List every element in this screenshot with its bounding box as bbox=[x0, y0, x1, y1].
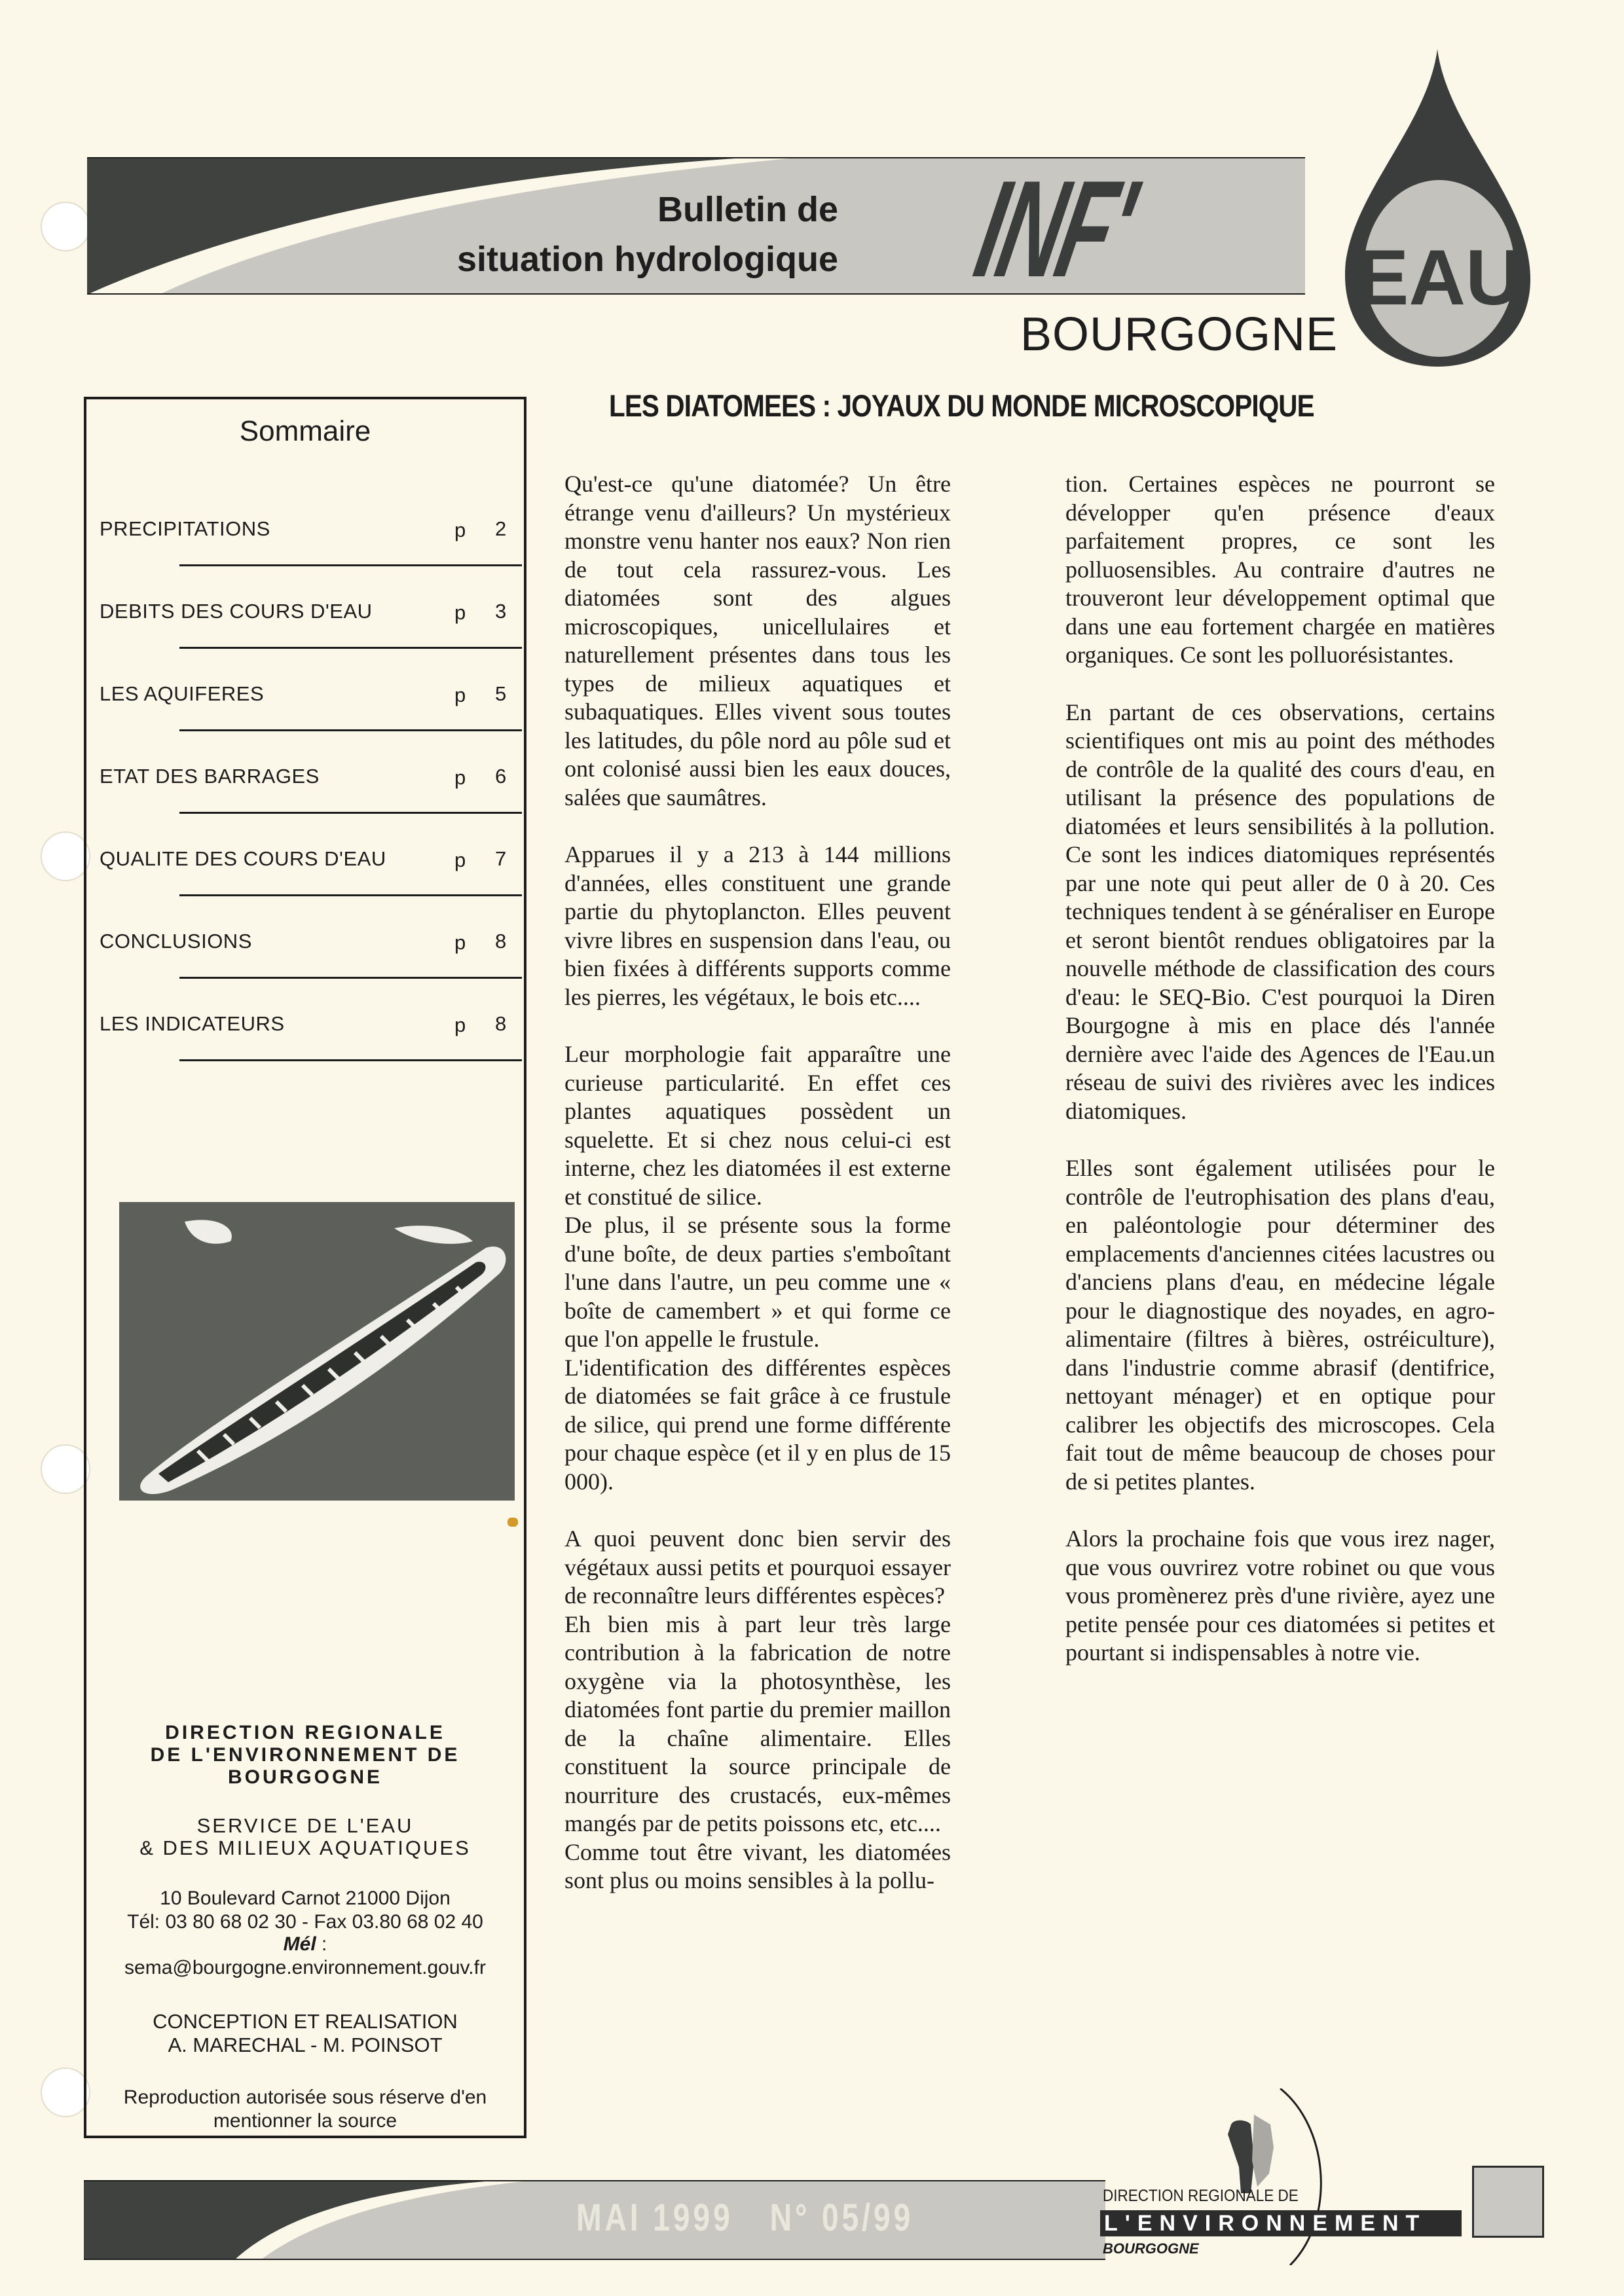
paragraph: De plus, il se présente sous la forme d'une boîte, de deux parties s'emboîtant l'une dans l'autre, un peu comme une « boîte de camembert » et qui forme ce que l'on appelle le frustule. bbox=[564, 1212, 951, 1352]
ministry-line2: L'ENVIRONNEMENT bbox=[1100, 2210, 1462, 2236]
toc-item-debits[interactable] bbox=[94, 600, 520, 682]
toc-item-precipitations[interactable] bbox=[94, 517, 520, 600]
issue-number: N° 05/99 bbox=[769, 2196, 914, 2239]
bulletin-title-line2: situation hydrologique bbox=[457, 240, 838, 279]
ministry-line3: BOURGOGNE bbox=[1103, 2240, 1199, 2257]
bulletin-title-line1: Bulletin de bbox=[657, 190, 838, 229]
issue-date: MAI 1999 bbox=[576, 2196, 733, 2239]
toc-item-indicateurs[interactable] bbox=[94, 1012, 520, 1095]
paragraph: Leur morphologie fait apparaître une curieuse particularité. En effet ces plantes aquatiques possèdent un squelette. Et si chez nous celui-ci est interne, chez les diatomées il est externe et constitué de silice. bbox=[564, 1041, 951, 1210]
toc-page-prefix: p bbox=[454, 766, 466, 789]
divider bbox=[179, 1059, 522, 1061]
sommaire-title: Sommaire bbox=[239, 415, 371, 447]
article-column-1 bbox=[564, 470, 951, 1895]
issue-info bbox=[576, 2196, 950, 2240]
diatom-illustration-icon bbox=[119, 1202, 515, 1501]
punch-hole bbox=[41, 1444, 90, 1494]
toc-page-number: 8 bbox=[495, 930, 507, 953]
paragraph: Qu'est-ce qu'une diatomée? Un être étrange venu d'ailleurs? Un mystérieux monstre venu hanter nos eaux? Non rien de tout cela rassurez-vous. Les diatomées sont des algues microscopiques, unicellulaires et naturellement présentes dans tous les types de milieux aquatiques et subaquatiques. Elles vivent sous toutes les latitudes, du pôle nord au pôle sud et ont colonisé aussi bien les eaux douces, salées que saumâtres. bbox=[564, 471, 951, 811]
reproduction-notice bbox=[86, 2086, 524, 2133]
service-line1: SERVICE DE L'EAU bbox=[196, 1814, 414, 1837]
table-of-contents bbox=[94, 517, 520, 1095]
paragraph: tion. Certaines espèces ne pourront se développer qu'en présence d'eaux parfaitement propres, ce sont les polluosensibles. Au contraire d'autres ne trouveront leur développement optimal que dans une eau fortement chargée en matières organiques. Ce sont les polluorésistantes. bbox=[1065, 471, 1495, 668]
toc-page-prefix: p bbox=[454, 683, 466, 706]
credits bbox=[86, 2010, 524, 2057]
toc-label: CONCLUSIONS bbox=[100, 930, 252, 953]
paragraph: En partant de ces observations, certains scientifiques ont mis au point des méthodes de contrôle de la qualité des cours d'eau, en utilisant la présence des populations de diatomées et leurs sensibilités à la pollution. Ce sont les indices diatomiques représentés par une note qui peut aller de 0 à 20. Ces techniques tendent à se généraliser en Europe et seront bientôt rendues obligatoires par la nouvelle méthode de classification des cours d'eau: le SEQ-Bio. C'est pourquoi la Diren Bourgogne à mis en place dés l'année dernière avec l'aide des Agences de l'Eau.un réseau de suivi des rivières avec les indices diatomiques. bbox=[1065, 699, 1495, 1124]
divider bbox=[179, 894, 522, 896]
reproduction-line1: Reproduction autorisée sous réserve d'en bbox=[123, 2086, 487, 2108]
toc-label: LES AQUIFERES bbox=[100, 682, 265, 705]
paragraph: Comme tout être vivant, les diatomées sont plus ou moins sensibles à la pollu- bbox=[564, 1838, 951, 1893]
toc-label: ETAT DES BARRAGES bbox=[100, 765, 320, 788]
grey-square-emblem bbox=[1472, 2166, 1544, 2238]
credit-names: A. MARECHAL - M. POINSOT bbox=[168, 2033, 443, 2056]
paragraph: Elles sont également utilisées pour le contrôle de l'eutrophisation des plans d'eau, en paléontologie pour déterminer des emplacements d'anciennes citées lacustres ou d'anciens plans d'eau, en médecine légale pour le diagnostique des noyades, en agro-alimentaire (filtres à bières, ostréiculture), dans l'industrie comme abrasif (dentifrice, nettoyant ménager) et en optique pour calibrer les objectifs des microscopes. Cela fait tout de même beaucoup de choses pour de si petites plantes. bbox=[1065, 1155, 1495, 1495]
credit-title: CONCEPTION ET REALISATION bbox=[153, 2010, 458, 2033]
ministry-logo bbox=[1094, 2088, 1565, 2265]
toc-page-prefix: p bbox=[454, 931, 466, 954]
toc-page-prefix: p bbox=[454, 601, 466, 624]
email-label-row bbox=[86, 1934, 524, 1955]
punch-hole bbox=[41, 2068, 90, 2117]
logo-region-text: BOURGOGNE bbox=[1020, 308, 1338, 361]
water-drop-logo-icon bbox=[1323, 46, 1545, 373]
toc-page-number: 5 bbox=[495, 682, 507, 705]
reproduction-line2: mentionner la source bbox=[213, 2110, 397, 2132]
paragraph: A quoi peuvent donc bien servir des végétaux aussi petits et pourquoi essayer de reconnaître leurs différentes espèces? bbox=[564, 1525, 951, 1609]
divider bbox=[179, 647, 522, 649]
toc-page-prefix: p bbox=[454, 1013, 466, 1036]
divider bbox=[179, 977, 522, 979]
email-link[interactable]: sema@bourgogne.environnement.gouv.fr bbox=[124, 1957, 486, 1978]
logo-inf-text: INF' bbox=[964, 152, 1145, 306]
bulletin-title bbox=[367, 185, 838, 284]
toc-item-barrages[interactable] bbox=[94, 765, 520, 847]
paragraph: Eh bien mis à part leur très large contribution à la fabrication de notre oxygène via la photosynthèse, les diatomées font partie du premier maillon de la chaîne alimentaire. Elles constituent la source principale de nourriture des crustacés, eux-mêmes mangés par de petits poissons etc, etc.... bbox=[564, 1611, 951, 1836]
paper-stain bbox=[507, 1518, 518, 1527]
toc-label: LES INDICATEURS bbox=[100, 1012, 285, 1035]
organization-block bbox=[86, 1722, 524, 2133]
address: 10 Boulevard Carnot 21000 Dijon bbox=[160, 1887, 451, 1909]
toc-item-qualite[interactable] bbox=[94, 847, 520, 930]
email-separator: : bbox=[316, 1933, 327, 1955]
org-name-line3: BOURGOGNE bbox=[227, 1766, 382, 1788]
ministry-line1: DIRECTION REGIONALE DE bbox=[1103, 2187, 1299, 2205]
toc-page-number: 8 bbox=[495, 1012, 507, 1035]
contact-info bbox=[86, 1887, 524, 1934]
phone-fax: Tél: 03 80 68 02 30 - Fax 03.80 68 02 40 bbox=[127, 1911, 483, 1933]
drop-letters: EAU bbox=[1356, 234, 1522, 321]
toc-page-number: 6 bbox=[495, 765, 507, 788]
toc-item-aquiferes[interactable] bbox=[94, 682, 520, 765]
toc-page-number: 3 bbox=[495, 600, 507, 623]
paragraph: Apparues il y a 213 à 144 millions d'années, elles constituent une grande partie du phytoplancton. Elles peuvent vivre libres en suspension dans l'eau, ou bien fixées à différents supports comme les pierres, les végétaux, le bois etc.... bbox=[564, 841, 951, 1010]
divider bbox=[179, 812, 522, 814]
paragraph: L'identification des différentes espèces de diatomées se fait grâce à ce frustule de silice, qui prend une forme différente pour chaque espèce (et il y en plus de 15 000). bbox=[564, 1354, 951, 1495]
toc-item-conclusions[interactable] bbox=[94, 930, 520, 1012]
divider bbox=[179, 729, 522, 731]
toc-label: DEBITS DES COURS D'EAU bbox=[100, 600, 373, 623]
punch-hole bbox=[41, 831, 90, 881]
toc-page-prefix: p bbox=[454, 519, 466, 541]
service-line2: & DES MILIEUX AQUATIQUES bbox=[139, 1836, 471, 1859]
toc-label: PRECIPITATIONS bbox=[100, 517, 270, 540]
paragraph: Alors la prochaine fois que vous irez nager, que vous ouvrirez votre robinet ou que vous vous promènerez près d'une rivière, ayez une petite pensée pour ces diatomées si petites et pourtant si indispensables à notre vie. bbox=[1065, 1525, 1495, 1666]
article-title: LES DIATOMEES : JOYAUX DU MONDE MICROSCOPIQUE bbox=[609, 388, 1314, 423]
toc-page-prefix: p bbox=[454, 848, 466, 871]
email-label: Mél bbox=[283, 1933, 316, 1955]
article-column-2 bbox=[1065, 470, 1495, 1667]
org-name-line1: DIRECTION REGIONALE bbox=[165, 1722, 445, 1743]
divider bbox=[179, 564, 522, 566]
diatom-photo bbox=[119, 1202, 515, 1501]
toc-page-number: 2 bbox=[495, 517, 507, 540]
punch-hole bbox=[41, 202, 90, 251]
toc-label: QUALITE DES COURS D'EAU bbox=[100, 847, 386, 870]
service-name bbox=[86, 1815, 524, 1859]
toc-page-number: 7 bbox=[495, 847, 507, 870]
org-name-line2: DE L'ENVIRONNEMENT DE bbox=[150, 1744, 460, 1766]
sommaire-box bbox=[84, 397, 526, 2138]
